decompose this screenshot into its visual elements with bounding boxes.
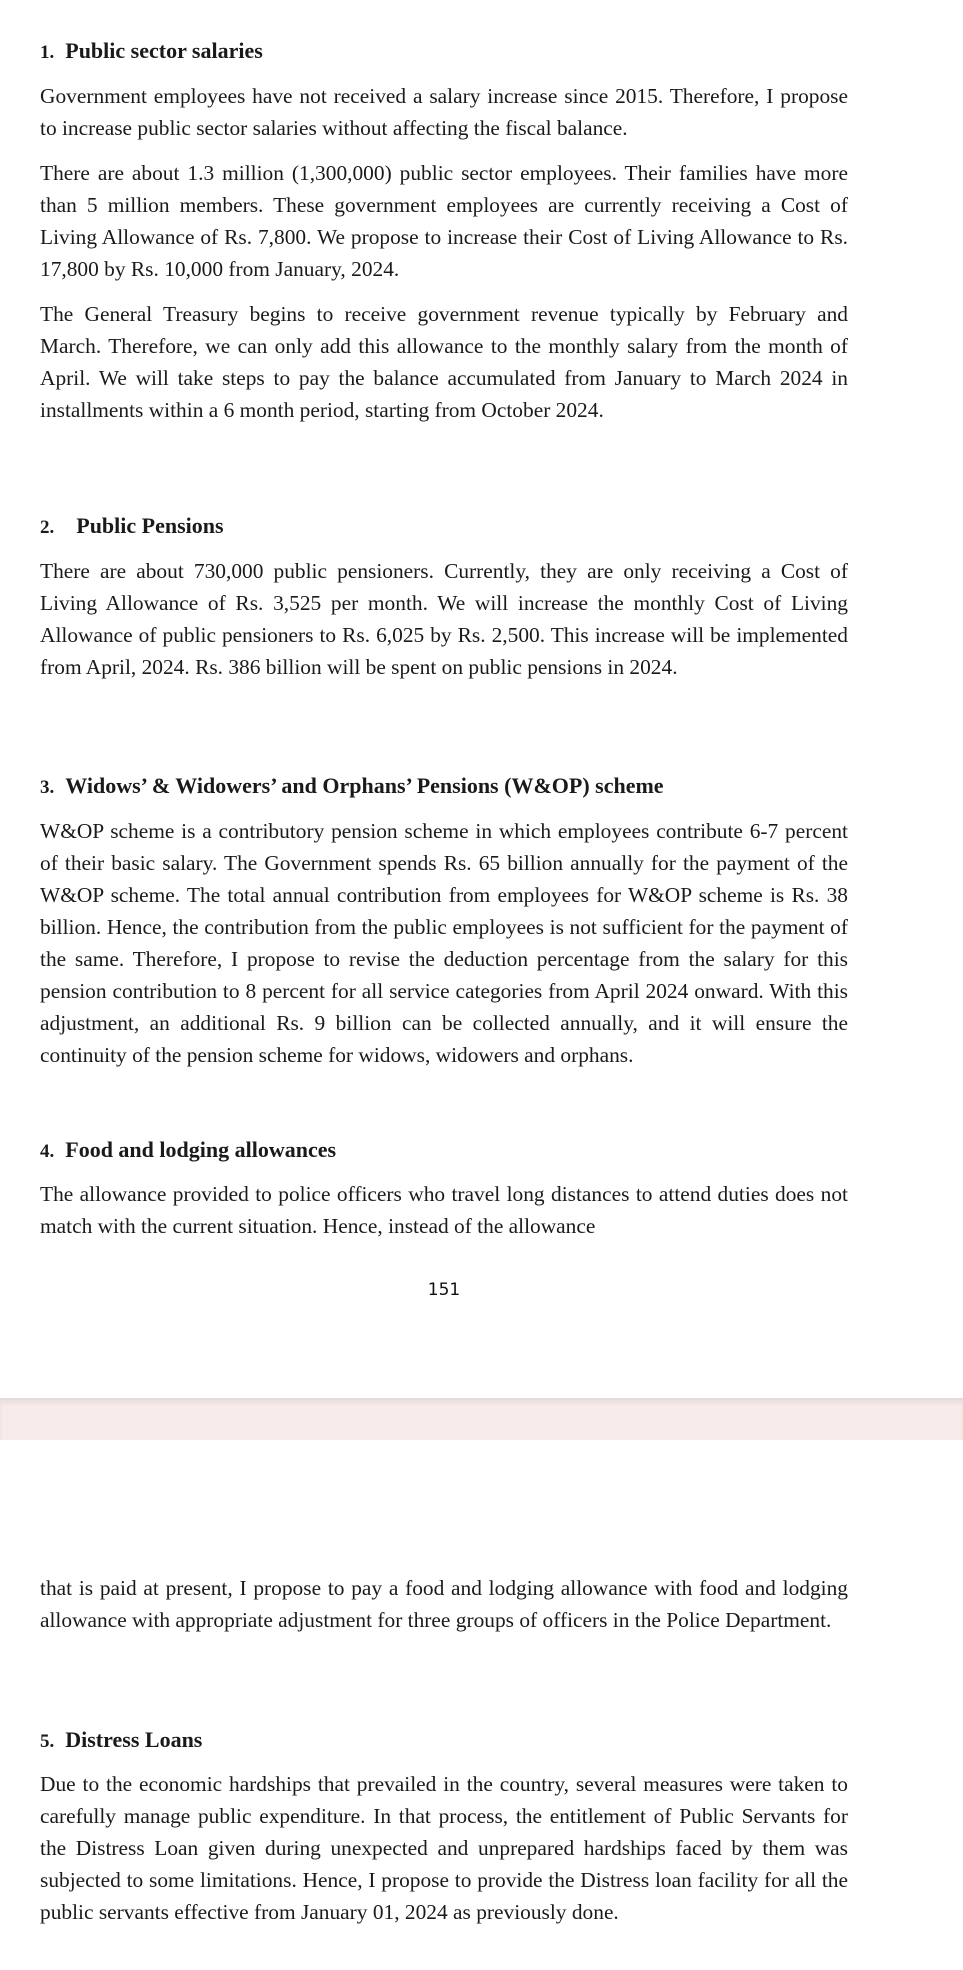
section-title: Public sector salaries (65, 38, 263, 63)
section-title: Public Pensions (76, 513, 224, 538)
section-number: 5. (40, 1731, 55, 1752)
paragraph: There are about 1.3 million (1,300,000) public sector employees. Their families have more than 5 million members. These government employees are currently receiving a Cost of Living Allowance of Rs. 7,800. We propose to increase their Cost of Living Allowance to Rs. 17,800 by Rs. 10,000 from January, 2024. (40, 161, 848, 281)
paragraph: The General Treasury begins to receive government revenue typically by February and March. Therefore, we can only add this allowance to the monthly salary from the month of April. We will take steps to pay the balance accumulated from January to March 2024 in installments within a 6 month period, starting from October 2024. (40, 302, 848, 422)
section-heading-public-pensions (40, 513, 224, 541)
section-heading-wop-scheme (40, 773, 664, 801)
section-number: 1. (40, 42, 55, 63)
section-heading-public-sector-salaries (40, 38, 263, 66)
document-page-152 (0, 1440, 963, 1970)
paragraph: The allowance provided to police officers who travel long distances to attend duties does not match with the current situation. Hence, instead of the allowance (40, 1182, 848, 1238)
section-title: Food and lodging allowances (65, 1137, 337, 1162)
page-number: 151 (427, 1280, 461, 1300)
section-number: 4. (40, 1141, 55, 1162)
section-number: 2. (40, 517, 55, 538)
page-separator (0, 1398, 963, 1442)
paragraph: There are about 730,000 public pensioners. Currently, they are only receiving a Cost of Living Allowance of Rs. 3,525 per month. We will increase the monthly Cost of Living Allowance of public pensioners to Rs. 6,025 by Rs. 2,500. This increase will be implemented from April, 2024. Rs. 386 billion will be spent on public pensions in 2024. (40, 559, 848, 679)
continuation-paragraph: that is paid at present, I propose to pay a food and lodging allowance with food and lodging allowance with appropriate adjustment for three groups of officers in the Police Department. (40, 1576, 848, 1632)
section-number: 3. (40, 777, 55, 798)
section-heading-food-lodging (40, 1137, 336, 1165)
paragraph: Government employees have not received a salary increase since 2015. Therefore, I propose to increase public sector salaries without affecting the fiscal balance. (40, 84, 848, 140)
section-heading-distress-loans (40, 1727, 202, 1755)
section-title: Distress Loans (65, 1727, 203, 1752)
section-title: Widows’ & Widowers’ and Orphans’ Pensions (W&OP) scheme (65, 773, 664, 798)
paragraph: Due to the economic hardships that prevailed in the country, several measures were taken to carefully manage public expenditure. In that process, the entitlement of Public Servants for the Distress Loan given during unexpected and unprepared hardships faced by them was subjected to some limitations. Hence, I propose to provide the Distress loan facility for all the public servants effective from January 01, 2024 as previously done. (40, 1772, 848, 1924)
paragraph: W&OP scheme is a contributory pension scheme in which employees contribute 6-7 percent of their basic salary. The Government spends Rs. 65 billion annually for the payment of the W&OP scheme. The total annual contribution from employees for W&OP scheme is Rs. 38 billion. Hence, the contribution from the public employees is not sufficient for the payment of the same. Therefore, I propose to revise the deduction percentage from the salary for this pension contribution to 8 percent for all service categories from April 2024 onward. With this adjustment, an additional Rs. 9 billion can be collected annually, and it will ensure the continuity of the pension scheme for widows, widowers and orphans. (40, 819, 848, 1067)
